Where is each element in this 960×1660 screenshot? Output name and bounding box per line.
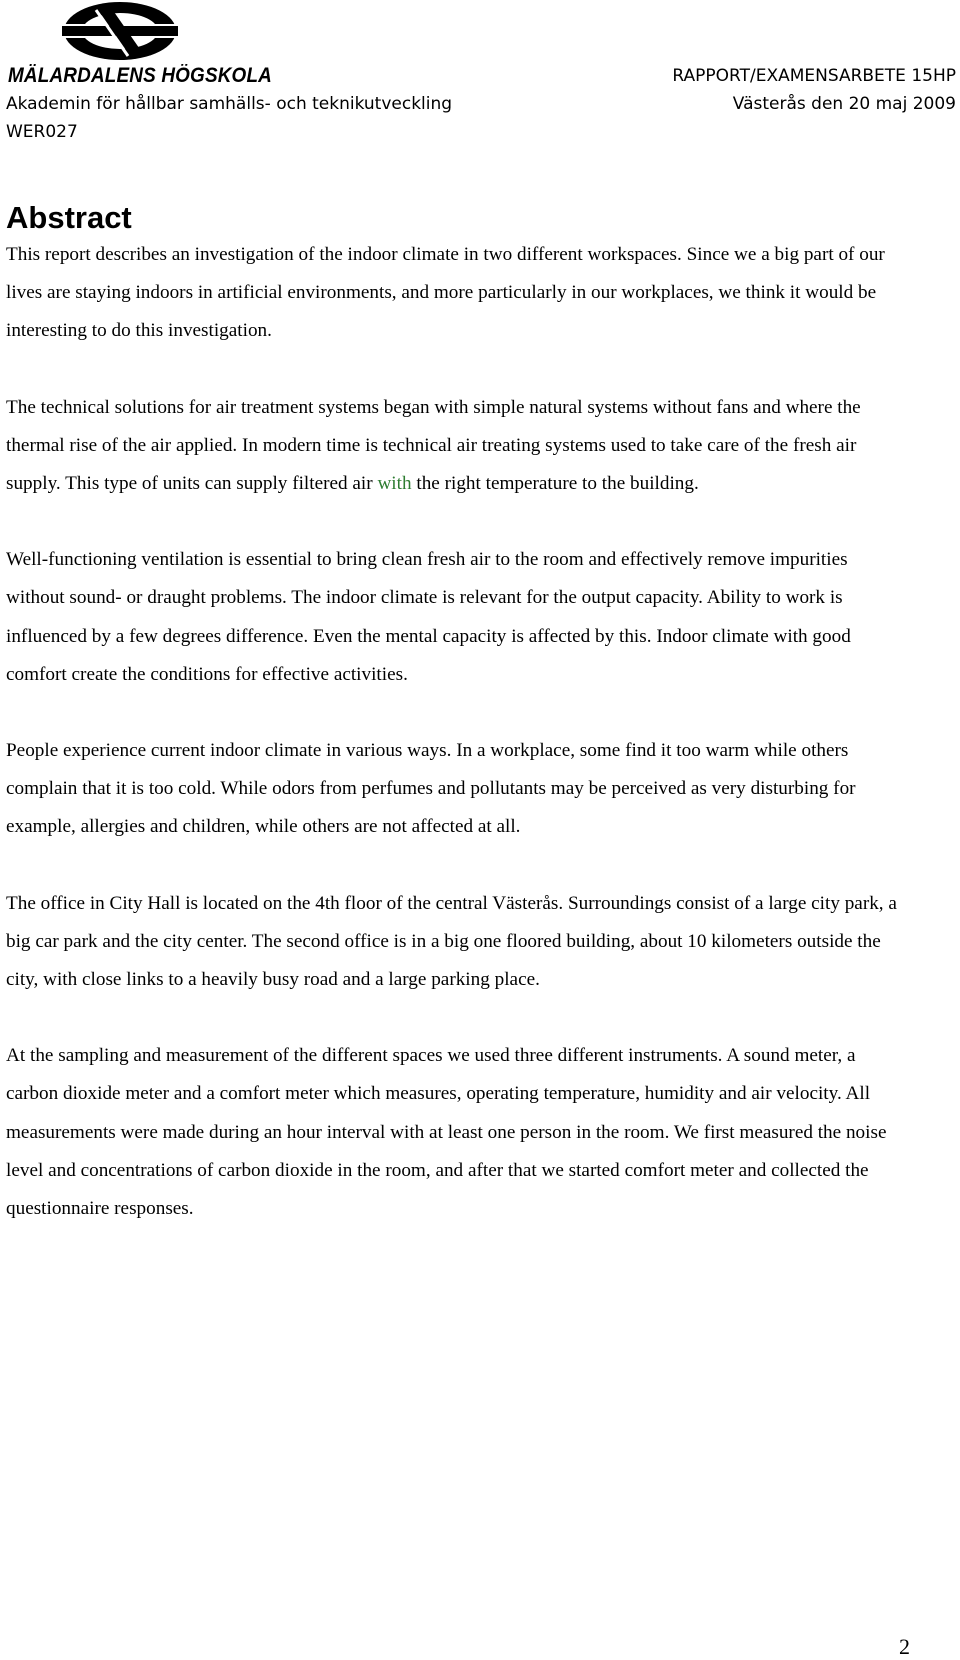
- page-number: 2: [899, 1634, 910, 1659]
- academy-name: Akademin för hållbar samhälls- och teknikutveckling: [6, 94, 453, 114]
- paragraph-2-highlighted-word: with: [377, 473, 412, 495]
- abstract-heading: Abstract: [6, 200, 132, 235]
- abstract-section: [6, 200, 906, 1266]
- university-logo-mark-icon: [60, 0, 180, 62]
- abstract-paragraph-6: At the sampling and measurement of the different spaces we used three different instruments. A sound meter, a carbon dioxide meter and a comfort meter which measures, operating temperature, humidity and air velocity. All measurements were made during an hour interval with at least one person in the room. We first measured the noise level and concentrations of carbon dioxide in the room, and after that we started comfort meter and collected the questionnaire responses.: [6, 1045, 887, 1220]
- logo-wordmark: MÄLARDALENS HÖGSKOLA: [8, 64, 272, 87]
- course-code: WER027: [6, 122, 78, 142]
- abstract-paragraph-1: This report describes an investigation of the indoor climate in two different workspaces. Since we a big part of our lives are staying indoors in artificial environments, and more particularly in our workplaces, we think it would be interesting to do this investigation.: [6, 244, 885, 342]
- abstract-paragraph-4: People experience current indoor climate in various ways. In a workplace, some find it too warm while others complain that it is too cold. While odors from perfumes and pollutants may be perceived as very disturbing for example, allergies and children, while others are not affected at all.: [6, 740, 856, 838]
- paragraph-2-text-after: the right temperature to the building.: [411, 473, 699, 495]
- abstract-paragraph-3: Well-functioning ventilation is essential to bring clean fresh air to the room and effectively remove impurities without sound- or draught problems. The indoor climate is relevant for the output capacity. Ability to work is influenced by a few degrees difference. Even the mental capacity is affected by this. Indoor climate with good comfort create the conditions for effective activities.: [6, 549, 851, 685]
- report-type: RAPPORT/EXAMENSARBETE 15HP: [672, 66, 956, 86]
- place-and-date: Västerås den 20 maj 2009: [732, 94, 956, 114]
- page-header: [6, 0, 956, 150]
- abstract-paragraph-5: The office in City Hall is located on the 4th floor of the central Västerås. Surroundings consist of a large city park, a big car park and the city center. The second office is in a big one floored building, about 10 kilometers outside the city, with close links to a heavily busy road and a large parking place.: [6, 892, 897, 991]
- university-logo: [6, 0, 272, 88]
- abstract-paragraph-2: [6, 389, 906, 504]
- paragraph-2-text-before: The technical solutions for air treatment systems began with simple natural systems without fans and where the thermal rise of the air applied. In modern time is technical air treating systems used to take care of the fresh air supply. This type of units can supply filtered air: [6, 396, 861, 495]
